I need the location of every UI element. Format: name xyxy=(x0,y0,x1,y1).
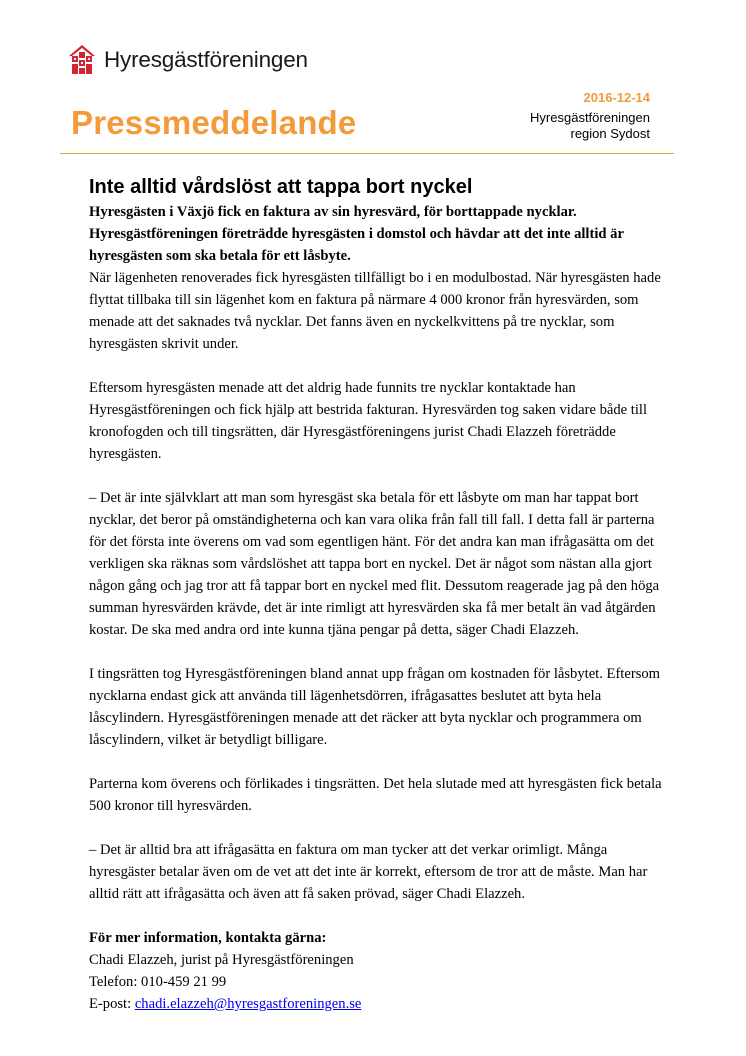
article xyxy=(89,174,664,1015)
logo-text: Hyresgästföreningen xyxy=(104,47,308,72)
contact-phone: Telefon: 010-459 21 99 xyxy=(89,974,227,990)
page-title: Pressmeddelande xyxy=(71,104,357,141)
org-name: Hyresgästföreningen xyxy=(530,110,650,125)
organization-block xyxy=(530,110,650,142)
contact-heading: För mer information, kontakta gärna: xyxy=(89,930,327,946)
email-link[interactable]: chadi.elazzeh@hyresgastforeningen.se xyxy=(134,996,362,1012)
article-title: Inte alltid vårdslöst att tappa bort nyckel xyxy=(89,176,473,198)
contact-block xyxy=(89,927,664,1015)
article-paragraph: – Det är inte självklart att man som hyresgäst ska betala för ett låsbyte om man har tappat bort nycklar, det beror på omständigheterna och kan vara olika från fall till fall. I detta fall är parterna för det första inte överens om vad som egentligen hänt. För det andra kan man ifrågasätta om det verkligen ska räknas som vårdslöshet att tappa bort en nyckel. Det är något som nästan alla gjort någon gång och jag tror att få tappar bort en nyckel med flit. Dessutom reagerade jag på den höga summan hyresvärden krävde, det är inte rimligt att hyresvärden ska få mer betalt än vad åtgärden kostar. De ska med andra ord inte kunna tjäna pengar på detta, säger Chadi Elazzeh. xyxy=(89,490,660,638)
header-divider xyxy=(60,153,674,154)
logo xyxy=(66,42,308,78)
article-paragraph: – Det är alltid bra att ifrågasätta en faktura om man tycker att det verkar orimligt. Många hyresgäster betalar även om de vet att det inte är korrekt, eftersom de tror att de måste. Man har alltid rätt att ifrågasätta och även att få saken prövad, säger Chadi Elazzeh. xyxy=(89,842,648,902)
article-paragraph: När lägenheten renoverades fick hyresgästen tillfälligt bo i en modulbostad. När hyresgästen hade flyttat tillbaka till sin lägenhet kom en faktura på närmare 4 000 kronor från hyresvärden, som menade att det saknades två nycklar. Det fanns även en nyckelkvittens på tre nycklar, som hyresgästen skrivit under. xyxy=(89,270,661,352)
article-paragraph: Parterna kom överens och förlikades i tingsrätten. Det hela slutade med att hyresgästen fick betala 500 kronor till hyresvärden. xyxy=(89,776,662,814)
article-lead: Hyresgästen i Växjö fick en faktura av sin hyresvärd, för borttappade nycklar. Hyresgästföreningen företrädde hyresgästen i domstol och hävdar att det inte alltid är hyresgästen som ska betala för ett låsbyte. xyxy=(89,204,624,264)
contact-name: Chadi Elazzeh, jurist på Hyresgästföreningen xyxy=(89,952,354,968)
article-paragraph: Eftersom hyresgästen menade att det aldrig hade funnits tre nycklar kontaktade han Hyresgästföreningen och fick hjälp att bestrida fakturan. Hyresvärden tog saken vidare både till kronofogden och till tingsrätten, där Hyresgästföreningens jurist Chadi Elazzeh företrädde hyresgästen. xyxy=(89,380,648,462)
email-label: E-post: xyxy=(89,996,135,1012)
article-paragraph: I tingsrätten tog Hyresgästföreningen bland annat upp frågan om kostnaden för låsbytet. Eftersom nycklarna endast gick att använda till lägenhetsdörren, ifrågasattes beslutet att byta hela låscylindern. Hyresgästföreningen menade att det räcker att byta nycklar och programmera om låscylindern, vilket är betydligt billigare. xyxy=(89,666,661,748)
house-logo-icon xyxy=(66,44,98,76)
release-date: 2016-12-14 xyxy=(583,90,650,105)
contact-email-line xyxy=(89,993,664,1015)
org-region: region Sydost xyxy=(570,126,650,141)
